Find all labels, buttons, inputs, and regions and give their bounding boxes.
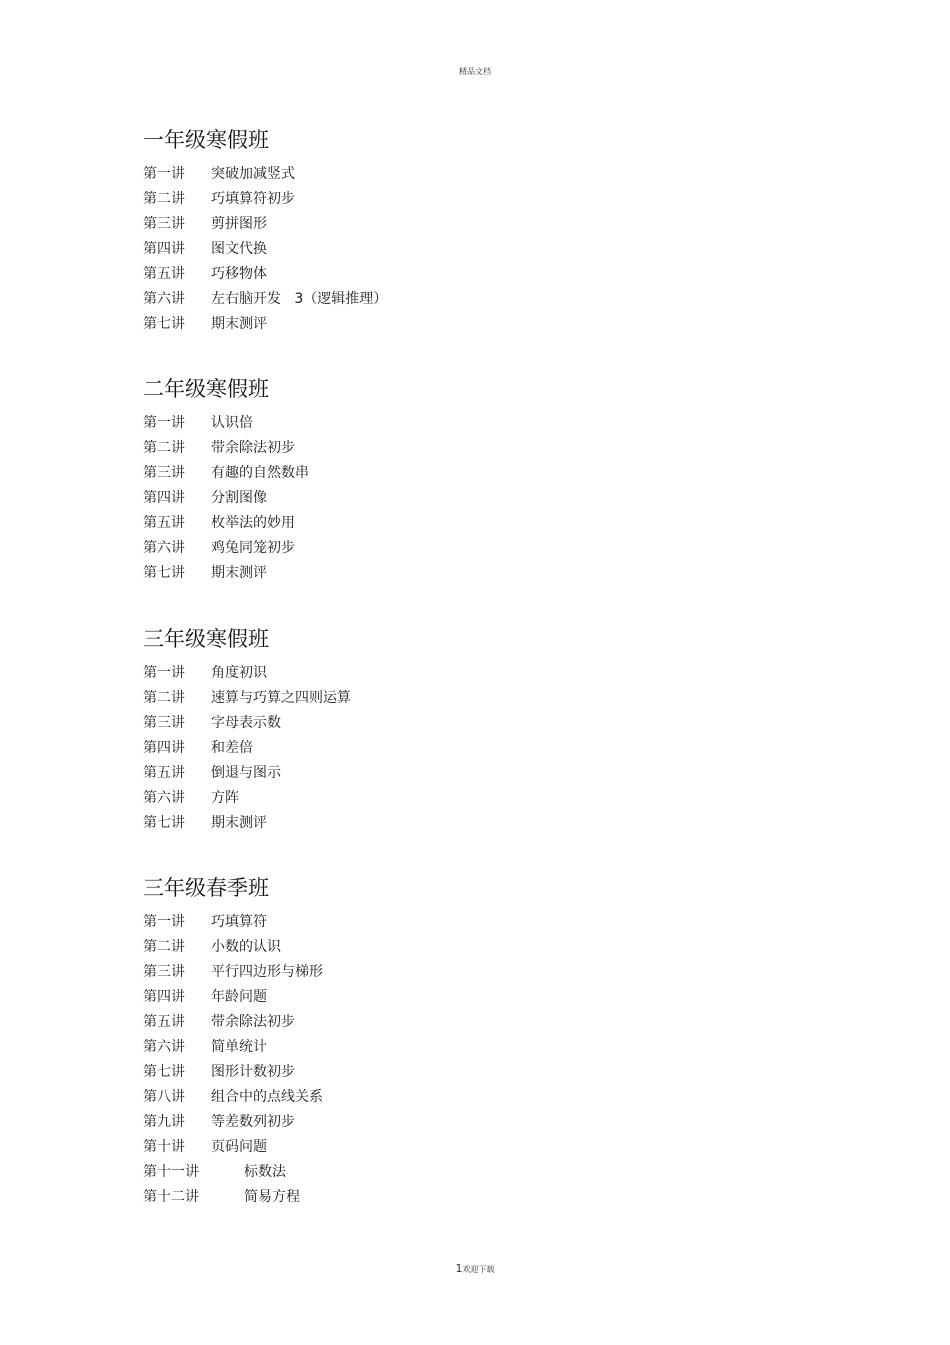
- lesson-topic: 期末测评: [211, 815, 267, 831]
- section-grade2-winter: [143, 375, 743, 586]
- lesson-number: 第二讲: [143, 191, 185, 207]
- lesson-number: 第五讲: [143, 266, 185, 282]
- lesson-item: [143, 661, 743, 686]
- lesson-item: [143, 212, 743, 237]
- lesson-number: 第三讲: [143, 715, 185, 731]
- section-title: 一年级寒假班: [143, 128, 269, 152]
- lesson-item: [143, 436, 743, 461]
- lesson-number: 第五讲: [143, 515, 185, 531]
- lesson-item: [143, 935, 743, 960]
- section-title: 二年级寒假班: [143, 377, 269, 401]
- lesson-topic: 突破加减竖式: [211, 166, 295, 182]
- lesson-number: 第四讲: [143, 740, 185, 756]
- lesson-number: 第十二讲: [143, 1189, 199, 1205]
- lesson-number: 第一讲: [143, 914, 185, 930]
- lesson-item: [143, 1060, 743, 1085]
- lesson-topic: 页码问题: [211, 1139, 267, 1155]
- section-grade1-winter: [143, 126, 743, 337]
- lesson-item: [143, 511, 743, 536]
- lesson-topic: 和差倍: [211, 740, 253, 756]
- lesson-number: 第四讲: [143, 241, 185, 257]
- lesson-number: 第五讲: [143, 765, 185, 781]
- lesson-topic: 简易方程: [244, 1189, 300, 1205]
- lesson-topic: 分割图像: [211, 490, 267, 506]
- lesson-topic: 速算与巧算之四则运算: [211, 690, 351, 706]
- section-grade3-winter: [143, 625, 743, 836]
- lesson-number: 第十讲: [143, 1139, 185, 1155]
- lesson-item: [143, 786, 743, 811]
- lesson-item: [143, 1135, 743, 1160]
- lesson-topic: 认识倍: [211, 415, 253, 431]
- section-title: 三年级春季班: [143, 876, 269, 900]
- page-number: 1: [455, 1262, 463, 1275]
- lesson-item: [143, 910, 743, 935]
- footer-text: 欢迎下载: [462, 1265, 495, 1274]
- lesson-topic: 标数法: [244, 1164, 286, 1180]
- lesson-number: 第七讲: [143, 1064, 185, 1080]
- section-title: 三年级寒假班: [143, 627, 269, 651]
- lesson-item: [143, 1160, 743, 1185]
- lesson-topic: 图形计数初步: [211, 1064, 295, 1080]
- lesson-topic: 枚举法的妙用: [211, 515, 295, 531]
- lesson-number: 第十一讲: [143, 1164, 199, 1180]
- lesson-number: 第二讲: [143, 690, 185, 706]
- page-footer: [0, 1262, 950, 1275]
- lesson-number: 第二讲: [143, 440, 185, 456]
- lesson-number: 第一讲: [143, 665, 185, 681]
- lesson-number: 第六讲: [143, 540, 185, 556]
- lesson-topic: 带余除法初步: [211, 440, 295, 456]
- lesson-number: 第七讲: [143, 565, 185, 581]
- lesson-number: 第六讲: [143, 790, 185, 806]
- lesson-topic: 字母表示数: [211, 715, 281, 731]
- lesson-number: 第二讲: [143, 939, 185, 955]
- lesson-item: [143, 536, 743, 561]
- lesson-number: 第八讲: [143, 1089, 185, 1105]
- lesson-number: 第六讲: [143, 291, 185, 307]
- lesson-item: [143, 411, 743, 436]
- lesson-item: [143, 1010, 743, 1035]
- lesson-item: [143, 1110, 743, 1135]
- lesson-number: 第七讲: [143, 316, 185, 332]
- lesson-number: 第六讲: [143, 1039, 185, 1055]
- lesson-topic: 小数的认识: [211, 939, 281, 955]
- lesson-number: 第四讲: [143, 490, 185, 506]
- lesson-topic: 带余除法初步: [211, 1014, 295, 1030]
- lesson-topic: 巧填算符: [211, 914, 267, 930]
- lesson-number: 第一讲: [143, 415, 185, 431]
- lesson-number: 第五讲: [143, 1014, 185, 1030]
- lesson-item: [143, 1085, 743, 1110]
- lesson-item: [143, 811, 743, 836]
- lesson-number: 第三讲: [143, 465, 185, 481]
- lesson-item: [143, 1185, 743, 1210]
- lesson-topic: 方阵: [211, 790, 239, 806]
- lesson-number: 第三讲: [143, 216, 185, 232]
- lesson-topic: 简单统计: [211, 1039, 267, 1055]
- lesson-topic: 鸡兔同笼初步: [211, 540, 295, 556]
- lesson-item: [143, 960, 743, 985]
- page-header: 精品文档: [459, 67, 491, 76]
- lesson-item: [143, 985, 743, 1010]
- section-grade3-spring: [143, 874, 743, 1210]
- lesson-topic: 图文代换: [211, 241, 267, 257]
- lesson-item: [143, 761, 743, 786]
- lesson-number: 第七讲: [143, 815, 185, 831]
- lesson-topic: 倒退与图示: [211, 765, 281, 781]
- lesson-number: 第四讲: [143, 989, 185, 1005]
- lesson-topic: 平行四边形与梯形: [211, 964, 323, 980]
- lesson-topic: 期末测评: [211, 316, 267, 332]
- lesson-item: [143, 1035, 743, 1060]
- lesson-topic: 等差数列初步: [211, 1114, 295, 1130]
- lesson-item: [143, 686, 743, 711]
- lesson-number: 第三讲: [143, 964, 185, 980]
- lesson-topic: 有趣的自然数串: [211, 465, 309, 481]
- lesson-topic: 年龄问题: [211, 989, 267, 1005]
- lesson-item: [143, 287, 743, 312]
- lesson-item: [143, 162, 743, 187]
- lesson-topic: 角度初识: [211, 665, 267, 681]
- lesson-topic: 剪拼图形: [211, 216, 267, 232]
- lesson-item: [143, 262, 743, 287]
- lesson-item: [143, 237, 743, 262]
- lesson-item: [143, 461, 743, 486]
- lesson-item: [143, 187, 743, 212]
- lesson-item: [143, 486, 743, 511]
- lesson-topic: 巧填算符初步: [211, 191, 295, 207]
- lesson-topic: 巧移物体: [211, 266, 267, 282]
- lesson-topic: 左右脑开发 3（逻辑推理）: [211, 291, 388, 307]
- lesson-topic: 期末测评: [211, 565, 267, 581]
- lesson-item: [143, 312, 743, 337]
- lesson-item: [143, 561, 743, 586]
- lesson-item: [143, 711, 743, 736]
- lesson-number: 第一讲: [143, 166, 185, 182]
- lesson-item: [143, 736, 743, 761]
- lesson-topic: 组合中的点线关系: [211, 1089, 323, 1105]
- lesson-number: 第九讲: [143, 1114, 185, 1130]
